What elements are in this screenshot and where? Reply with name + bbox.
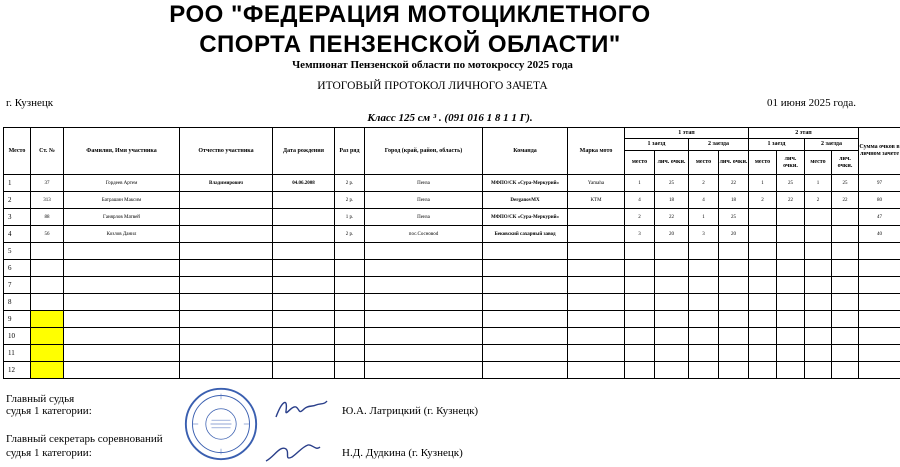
rank-cell xyxy=(335,362,365,379)
name-cell: Гордеев Артем xyxy=(64,175,180,192)
stage2-race1-points-cell xyxy=(777,362,805,379)
stage1-race1-place-cell: 2 xyxy=(625,209,655,226)
stage2-race2-place-cell xyxy=(805,328,832,345)
stage2-race2-place-cell: 2 xyxy=(805,192,832,209)
patronymic-cell xyxy=(180,209,273,226)
stage1-race2-points-cell: 18 xyxy=(719,192,749,209)
stage1-race2-place-cell xyxy=(689,277,719,294)
rank-cell xyxy=(335,260,365,277)
team-cell: DerganovMX xyxy=(483,192,568,209)
start-no-cell: 56 xyxy=(31,226,64,243)
patronymic-cell xyxy=(180,192,273,209)
stage1-race1-place-cell: 4 xyxy=(625,192,655,209)
stage1-race1-place-cell xyxy=(625,311,655,328)
stage2-race1-place-cell xyxy=(749,294,777,311)
stage2-race1-place-cell xyxy=(749,209,777,226)
sum-cell: 80 xyxy=(859,192,900,209)
birth-date-cell xyxy=(273,345,335,362)
birth-date-cell xyxy=(273,209,335,226)
stage2-race2-points-cell xyxy=(832,311,859,328)
patronymic-cell xyxy=(180,260,273,277)
stage2-race1-points-cell xyxy=(777,226,805,243)
event-city: г. Кузнецк xyxy=(6,97,54,109)
table-row xyxy=(4,362,900,379)
stage2-race2-points-cell: 22 xyxy=(832,192,859,209)
stage2-race2-points-cell xyxy=(832,260,859,277)
stage1-race2-points-cell xyxy=(719,243,749,260)
results-table xyxy=(3,127,900,379)
patronymic-cell xyxy=(180,328,273,345)
city-cell xyxy=(365,328,483,345)
stage1-race1-points-cell xyxy=(655,345,689,362)
birth-date-cell xyxy=(273,192,335,209)
patronymic-cell xyxy=(180,226,273,243)
org-title-line1: РОО "ФЕДЕРАЦИЯ МОТОЦИКЛЕТНОГО xyxy=(169,1,651,28)
stage1-race2-points-cell xyxy=(719,328,749,345)
stage2-race2-place-cell xyxy=(805,294,832,311)
city-cell: Пенза xyxy=(365,175,483,192)
name-cell xyxy=(64,362,180,379)
stage1-race1-place-cell: 3 xyxy=(625,226,655,243)
stage1-race1-place-cell xyxy=(625,243,655,260)
rank-cell xyxy=(335,294,365,311)
stage2-header: 2 этап xyxy=(749,128,859,139)
moto-cell xyxy=(568,345,625,362)
col-name-header: Фамилия, Имя участника xyxy=(64,128,180,175)
stage2-race2-place-cell xyxy=(805,277,832,294)
patronymic-cell xyxy=(180,243,273,260)
stage1-race1-points-cell xyxy=(655,294,689,311)
place-cell: 1 xyxy=(4,175,31,192)
table-row xyxy=(4,311,900,328)
stage2-race1-place-cell xyxy=(749,311,777,328)
stage2-race2-points-cell xyxy=(832,226,859,243)
rank-cell xyxy=(335,345,365,362)
col-city-header: Город (край, район, область) xyxy=(365,128,483,175)
sum-cell xyxy=(859,328,900,345)
place-cell: 5 xyxy=(4,243,31,260)
stage1-race1-place-cell: 1 xyxy=(625,175,655,192)
sum-cell: 47 xyxy=(859,209,900,226)
stage1-race1-header: 1 заезд xyxy=(625,139,689,151)
stage2-race1-points-header: лич. очки. xyxy=(777,151,805,175)
name-cell xyxy=(64,311,180,328)
stage1-race2-place-cell xyxy=(689,243,719,260)
start-no-cell xyxy=(31,362,64,379)
secretary-title: Главный секретарь соревнований xyxy=(6,433,163,445)
stage1-race1-place-cell xyxy=(625,294,655,311)
stage1-race2-points-cell xyxy=(719,260,749,277)
sum-cell: 40 xyxy=(859,226,900,243)
moto-cell xyxy=(568,311,625,328)
stage2-race2-place-cell xyxy=(805,311,832,328)
stage2-race1-points-cell xyxy=(777,209,805,226)
stage2-race2-points-cell xyxy=(832,277,859,294)
name-cell xyxy=(64,260,180,277)
col-start-no-header: Ст. № xyxy=(31,128,64,175)
sum-cell xyxy=(859,243,900,260)
city-cell xyxy=(365,277,483,294)
stage2-race2-points-cell: 25 xyxy=(832,175,859,192)
stage2-race1-place-cell xyxy=(749,345,777,362)
stage1-race2-points-header: лич. очки. xyxy=(719,151,749,175)
birth-date-cell xyxy=(273,362,335,379)
stage2-race1-points-cell xyxy=(777,311,805,328)
stage2-race1-place-cell xyxy=(749,328,777,345)
birth-date-cell xyxy=(273,294,335,311)
stage1-race2-place-cell xyxy=(689,294,719,311)
name-cell: Ганярлов Матвей xyxy=(64,209,180,226)
stage2-race2-points-cell xyxy=(832,209,859,226)
sum-cell: 97 xyxy=(859,175,900,192)
patronymic-cell: Владимирович xyxy=(180,175,273,192)
name-cell xyxy=(64,294,180,311)
start-no-cell xyxy=(31,294,64,311)
stage2-race2-place-cell xyxy=(805,362,832,379)
sum-cell xyxy=(859,345,900,362)
col-patronymic-header: Отчество участника xyxy=(180,128,273,175)
team-cell xyxy=(483,243,568,260)
stage2-race2-points-header: лич. очки. xyxy=(832,151,859,175)
city-cell xyxy=(365,294,483,311)
stage2-race1-points-cell xyxy=(777,294,805,311)
name-cell: Козлов Данил xyxy=(64,226,180,243)
place-cell: 10 xyxy=(4,328,31,345)
sum-cell xyxy=(859,311,900,328)
birth-date-cell xyxy=(273,243,335,260)
official-stamp xyxy=(183,386,259,462)
city-cell: пос.Сосновоd xyxy=(365,226,483,243)
col-sum-header: Сумма очков в личном зачете xyxy=(859,128,900,175)
moto-cell xyxy=(568,209,625,226)
team-cell xyxy=(483,345,568,362)
stage2-race2-place-header: место xyxy=(805,151,832,175)
stage1-race2-points-cell: 20 xyxy=(719,226,749,243)
stage1-race1-points-cell xyxy=(655,328,689,345)
rank-cell xyxy=(335,277,365,294)
stage2-race1-points-cell xyxy=(777,243,805,260)
table-row xyxy=(4,192,900,209)
stage1-race2-place-cell: 4 xyxy=(689,192,719,209)
col-place-header: Место xyxy=(4,128,31,175)
stage2-race2-points-cell xyxy=(832,362,859,379)
secretary-signature xyxy=(262,439,324,465)
stage1-race2-points-cell xyxy=(719,294,749,311)
stage2-race1-points-cell: 25 xyxy=(777,175,805,192)
team-cell xyxy=(483,362,568,379)
event-date: 01 июня 2025 года. xyxy=(767,97,856,109)
place-cell: 2 xyxy=(4,192,31,209)
stage1-race1-place-cell xyxy=(625,277,655,294)
stage2-race1-points-cell xyxy=(777,328,805,345)
start-no-cell xyxy=(31,328,64,345)
start-no-cell: 88 xyxy=(31,209,64,226)
class-line: Класс 125 см ³ . (091 016 1 8 1 1 Г). xyxy=(367,112,533,124)
city-cell: Пенза xyxy=(365,209,483,226)
team-cell: МФПО/СК «Сура-Меркурий» xyxy=(483,175,568,192)
birth-date-cell: 04.06.2008 xyxy=(273,175,335,192)
stage2-race2-header: 2 заезда xyxy=(805,139,859,151)
table-row xyxy=(4,328,900,345)
name-cell xyxy=(64,328,180,345)
moto-cell: KTM xyxy=(568,192,625,209)
stage1-race1-points-cell: 18 xyxy=(655,192,689,209)
judge-title: Главный судья xyxy=(6,393,75,405)
stage2-race1-points-cell xyxy=(777,277,805,294)
moto-cell xyxy=(568,260,625,277)
start-no-cell xyxy=(31,311,64,328)
stage2-race1-points-cell xyxy=(777,260,805,277)
moto-cell xyxy=(568,277,625,294)
birth-date-cell xyxy=(273,226,335,243)
city-cell xyxy=(365,345,483,362)
championship-title: Чемпионат Пензенской области по мотокроссу 2025 года xyxy=(292,59,573,71)
moto-cell xyxy=(568,362,625,379)
stage1-race1-points-cell xyxy=(655,311,689,328)
table-row xyxy=(4,175,900,192)
sum-cell xyxy=(859,362,900,379)
stage1-race2-place-cell xyxy=(689,260,719,277)
stage1-race2-place-cell: 3 xyxy=(689,226,719,243)
place-cell: 3 xyxy=(4,209,31,226)
team-cell: Бековский сахарный завод xyxy=(483,226,568,243)
team-cell xyxy=(483,328,568,345)
rank-cell xyxy=(335,328,365,345)
patronymic-cell xyxy=(180,277,273,294)
city-cell xyxy=(365,260,483,277)
stage2-race1-place-cell xyxy=(749,243,777,260)
stage1-race1-points-cell: 20 xyxy=(655,226,689,243)
stage1-race1-points-cell: 25 xyxy=(655,175,689,192)
table-row xyxy=(4,209,900,226)
stage2-race2-place-cell: 1 xyxy=(805,175,832,192)
sum-cell xyxy=(859,260,900,277)
sum-cell xyxy=(859,294,900,311)
name-cell: Батрашин Максим xyxy=(64,192,180,209)
stage1-race1-place-header: место xyxy=(625,151,655,175)
stage2-race1-place-cell: 1 xyxy=(749,175,777,192)
table-row xyxy=(4,294,900,311)
stage1-race1-points-cell xyxy=(655,260,689,277)
stage1-race1-points-cell xyxy=(655,277,689,294)
judge-category: судья 1 категории: xyxy=(6,405,92,417)
judge-name: Ю.А. Латрицкий (г. Кузнецк) xyxy=(342,405,479,417)
patronymic-cell xyxy=(180,362,273,379)
birth-date-cell xyxy=(273,260,335,277)
stage1-race1-place-cell xyxy=(625,362,655,379)
stage1-race2-points-cell xyxy=(719,345,749,362)
team-cell xyxy=(483,260,568,277)
stage2-race1-points-cell: 22 xyxy=(777,192,805,209)
place-cell: 12 xyxy=(4,362,31,379)
stage1-race2-place-header: место xyxy=(689,151,719,175)
col-team-header: Команда xyxy=(483,128,568,175)
table-row xyxy=(4,260,900,277)
stage2-race2-points-cell xyxy=(832,345,859,362)
rank-cell: 2 р. xyxy=(335,192,365,209)
place-cell: 8 xyxy=(4,294,31,311)
stage1-race2-place-cell xyxy=(689,328,719,345)
stage1-race1-points-cell xyxy=(655,362,689,379)
stage1-race2-points-cell xyxy=(719,362,749,379)
stage1-race2-place-cell xyxy=(689,362,719,379)
results-body xyxy=(4,175,900,379)
birth-date-cell xyxy=(273,277,335,294)
moto-cell xyxy=(568,328,625,345)
protocol-title: ИТОГОВЫЙ ПРОТОКОЛ ЛИЧНОГО ЗАЧЕТА xyxy=(317,80,548,92)
table-row xyxy=(4,345,900,362)
col-birth-date-header: Дата рождения xyxy=(273,128,335,175)
stage1-race2-points-cell xyxy=(719,277,749,294)
secretary-category: судья 1 категории: xyxy=(6,447,92,459)
stage2-race1-place-cell xyxy=(749,362,777,379)
rank-cell: 1 р. xyxy=(335,209,365,226)
stage2-race2-place-cell xyxy=(805,226,832,243)
judge-signature xyxy=(272,395,330,421)
stage1-race1-place-cell xyxy=(625,345,655,362)
stage2-race2-place-cell xyxy=(805,260,832,277)
stage1-race2-points-cell: 25 xyxy=(719,209,749,226)
table-row xyxy=(4,277,900,294)
stage2-race1-place-cell: 2 xyxy=(749,192,777,209)
stage2-race1-points-cell xyxy=(777,345,805,362)
start-no-cell xyxy=(31,345,64,362)
rank-cell xyxy=(335,243,365,260)
table-row xyxy=(4,226,900,243)
stage1-race1-points-header: лич. очки. xyxy=(655,151,689,175)
place-cell: 7 xyxy=(4,277,31,294)
stage2-race1-place-header: место xyxy=(749,151,777,175)
stage2-race1-place-cell xyxy=(749,277,777,294)
stage1-race1-points-cell: 22 xyxy=(655,209,689,226)
team-cell xyxy=(483,277,568,294)
rank-cell: 2 р. xyxy=(335,175,365,192)
city-cell: Пенза xyxy=(365,192,483,209)
team-cell xyxy=(483,294,568,311)
moto-cell xyxy=(568,243,625,260)
birth-date-cell xyxy=(273,311,335,328)
table-row xyxy=(4,243,900,260)
start-no-cell: 37 xyxy=(31,175,64,192)
stage1-race1-place-cell xyxy=(625,328,655,345)
col-rank-header: Раз ряд xyxy=(335,128,365,175)
stage1-race2-points-cell: 22 xyxy=(719,175,749,192)
stage2-race1-place-cell xyxy=(749,226,777,243)
stage1-race2-points-cell xyxy=(719,311,749,328)
stage1-race2-place-cell: 1 xyxy=(689,209,719,226)
birth-date-cell xyxy=(273,328,335,345)
place-cell: 6 xyxy=(4,260,31,277)
start-no-cell xyxy=(31,277,64,294)
name-cell xyxy=(64,243,180,260)
stage2-race2-points-cell xyxy=(832,243,859,260)
name-cell xyxy=(64,277,180,294)
team-cell xyxy=(483,311,568,328)
stage2-race2-points-cell xyxy=(832,294,859,311)
stage1-header: 1 этап xyxy=(625,128,749,139)
patronymic-cell xyxy=(180,294,273,311)
patronymic-cell xyxy=(180,345,273,362)
stage2-race2-place-cell xyxy=(805,345,832,362)
col-moto-header: Марка мото xyxy=(568,128,625,175)
rank-cell xyxy=(335,311,365,328)
place-cell: 9 xyxy=(4,311,31,328)
start-no-cell: 313 xyxy=(31,192,64,209)
name-cell xyxy=(64,345,180,362)
rank-cell: 2 р. xyxy=(335,226,365,243)
moto-cell xyxy=(568,294,625,311)
stage2-race2-points-cell xyxy=(832,328,859,345)
moto-cell: Yamaha xyxy=(568,175,625,192)
stage1-race2-header: 2 заезда xyxy=(689,139,749,151)
city-cell xyxy=(365,311,483,328)
stage2-race2-place-cell xyxy=(805,243,832,260)
stage1-race1-points-cell xyxy=(655,243,689,260)
stage2-race1-place-cell xyxy=(749,260,777,277)
stage1-race2-place-cell xyxy=(689,311,719,328)
start-no-cell xyxy=(31,260,64,277)
stage1-race2-place-cell xyxy=(689,345,719,362)
org-title-line2: СПОРТА ПЕНЗЕНСКОЙ ОБЛАСТИ" xyxy=(199,31,621,58)
sum-cell xyxy=(859,277,900,294)
place-cell: 11 xyxy=(4,345,31,362)
start-no-cell xyxy=(31,243,64,260)
secretary-name: Н.Д. Дудкина (г. Кузнецк) xyxy=(342,447,463,459)
stage1-race1-place-cell xyxy=(625,260,655,277)
stage1-race2-place-cell: 2 xyxy=(689,175,719,192)
patronymic-cell xyxy=(180,311,273,328)
city-cell xyxy=(365,362,483,379)
moto-cell xyxy=(568,226,625,243)
stage2-race2-place-cell xyxy=(805,209,832,226)
stage2-race1-header: 1 заезд xyxy=(749,139,805,151)
place-cell: 4 xyxy=(4,226,31,243)
team-cell: МФПО/СК «Сура-Меркурий» xyxy=(483,209,568,226)
city-cell xyxy=(365,243,483,260)
